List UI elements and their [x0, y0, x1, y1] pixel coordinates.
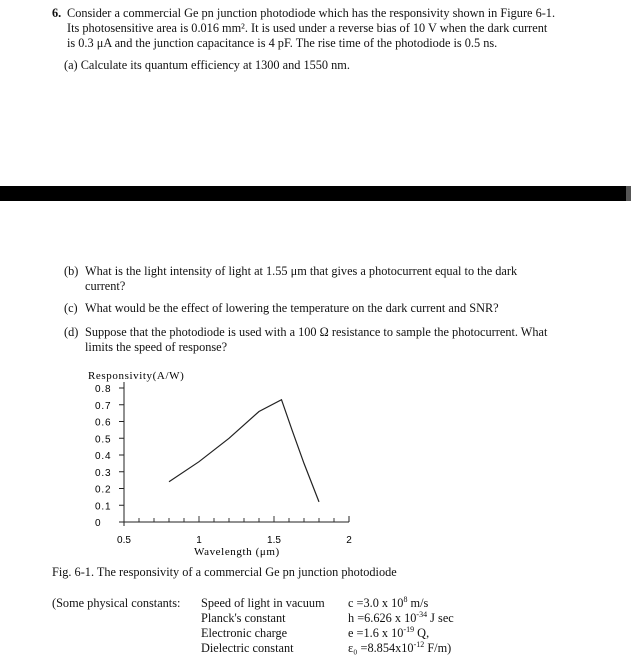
part-c-label: (c) [64, 301, 78, 315]
x-ticks [117, 516, 352, 546]
part-d-label: (d) [64, 325, 79, 339]
problem-line-1: Consider a commercial Ge pn junction photodiode which has the responsivity shown in Figure 6-1. [67, 6, 556, 20]
constant-value-electronic-charge: e =1.6 x $10^{-19}$ Q, [348, 624, 430, 640]
y-tick-label: 0.4 [95, 451, 112, 462]
part-b-label: (b) [64, 264, 79, 278]
data-points [169, 400, 319, 502]
responsivity-chart [0, 360, 420, 565]
part-c: What would be the effect of lowering the temperature on the dark current and SNR? [85, 301, 499, 315]
y-axis-label: Responsivity(A/W) [88, 370, 185, 382]
constant-name-speed-of-light: Speed of light in vacuum [201, 596, 325, 610]
y-tick-label: 0.3 [95, 467, 112, 479]
chart-axes [124, 382, 349, 526]
part-b-line-1: What is the light intensity of light at 1.55 μm that gives a photocurrent equal to the dark [85, 264, 518, 278]
y-tick-label: 0.2 [95, 484, 112, 496]
x-axis-label: Wavelength (μm) [194, 546, 280, 558]
responsivity-curve [169, 400, 319, 502]
constant-value-dielectric: $\varepsilon_0 =8.854x10^{-12}$ F/m) [348, 639, 452, 655]
part-d-line-2: limits the speed of response? [85, 340, 228, 354]
constant-name-planck: Planck's constant [201, 611, 286, 625]
x-tick-label: 1 [196, 535, 202, 546]
constant-value-planck: h =6.626 x $10^{-34}$ J sec [348, 609, 454, 625]
x-tick-label: 1.5 [267, 535, 281, 546]
part-b-line-2: current? [85, 279, 126, 293]
y-tick-label: 0.8 [95, 384, 112, 395]
y-tick-label: 0.1 [95, 501, 112, 513]
x-tick-label: 2 [346, 535, 352, 546]
part-a: (a) Calculate its quantum efficiency at 1300 and 1550 nm. [64, 58, 350, 72]
y-tick-label: 0.6 [95, 417, 112, 429]
y-tick-label: 0.7 [95, 400, 112, 412]
x-tick-label: 0.5 [117, 535, 131, 546]
part-d-line-1: Suppose that the photodiode is used with a 100 Ω resistance to sample the photocurrent. What [85, 325, 548, 339]
figure-caption: Fig. 6-1. The responsivity of a commercial Ge pn junction photodiode [52, 565, 397, 579]
y-tick-label: 0 [95, 518, 102, 529]
problem-line-3: is 0.3 μA and the junction capacitance is 4 pF. The rise time of the photodiode is 0.5 ns. [67, 36, 498, 50]
constants-intro: (Some physical constants: [52, 596, 181, 610]
y-ticks [95, 384, 124, 529]
constant-name-dielectric: Dielectric constant [201, 641, 294, 655]
constant-name-electronic-charge: Electronic charge [201, 626, 288, 640]
problem-number: 6. [52, 6, 62, 20]
separator-bar-end [626, 186, 631, 201]
constant-value-speed-of-light: c =3.0 x $10^8$ m/s [348, 594, 429, 610]
problem-line-2: Its photosensitive area is 0.016 mm². It is used under a reverse bias of 10 V when the dark current [67, 21, 548, 35]
separator-bar [0, 186, 631, 201]
y-tick-label: 0.5 [95, 434, 112, 446]
